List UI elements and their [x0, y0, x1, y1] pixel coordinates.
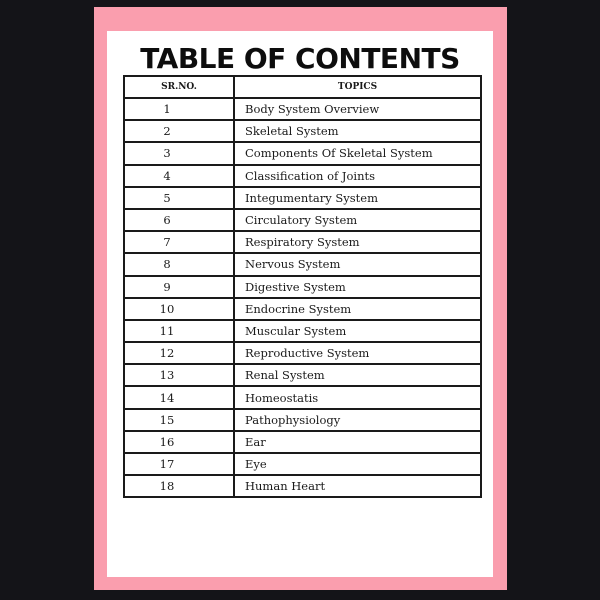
row-topic: Digestive System [234, 276, 481, 298]
row-number: 4 [124, 165, 234, 187]
table-row [124, 253, 481, 275]
row-number: 18 [124, 475, 234, 497]
table-row [124, 187, 481, 209]
row-number: 16 [124, 431, 234, 453]
row-topic: Homeostatis [234, 386, 481, 408]
row-number: 15 [124, 409, 234, 431]
table-row [124, 475, 481, 497]
row-topic: Circulatory System [234, 209, 481, 231]
table-row [124, 209, 481, 231]
row-number: 13 [124, 364, 234, 386]
row-topic: Eye [234, 453, 481, 475]
page-frame [94, 7, 507, 590]
row-number: 1 [124, 98, 234, 120]
table-row [124, 386, 481, 408]
table-row [124, 298, 481, 320]
table-row [124, 120, 481, 142]
row-number: 17 [124, 453, 234, 475]
row-number: 9 [124, 276, 234, 298]
row-number: 8 [124, 253, 234, 275]
table-row [124, 342, 481, 364]
row-topic: Nervous System [234, 253, 481, 275]
row-topic: Reproductive System [234, 342, 481, 364]
row-topic: Ear [234, 431, 481, 453]
row-topic: Endocrine System [234, 298, 481, 320]
row-number: 7 [124, 231, 234, 253]
row-topic: Integumentary System [234, 187, 481, 209]
row-topic: Human Heart [234, 475, 481, 497]
row-topic: Components Of Skeletal System [234, 142, 481, 164]
row-number: 2 [124, 120, 234, 142]
table-row [124, 165, 481, 187]
row-topic: Skeletal System [234, 120, 481, 142]
page-title: TABLE OF CONTENTS [140, 42, 460, 75]
table-row [124, 231, 481, 253]
row-number: 11 [124, 320, 234, 342]
row-number: 12 [124, 342, 234, 364]
row-number: 6 [124, 209, 234, 231]
table-row [124, 431, 481, 453]
table-body [124, 98, 481, 497]
row-topic: Respiratory System [234, 231, 481, 253]
table-header-row [124, 76, 481, 98]
document-sheet [107, 31, 493, 577]
column-header-topic: TOPICS [234, 76, 481, 98]
column-header-number: SR.NO. [124, 76, 234, 98]
table-row [124, 364, 481, 386]
row-number: 10 [124, 298, 234, 320]
table-row [124, 409, 481, 431]
row-topic: Renal System [234, 364, 481, 386]
row-topic: Classification of Joints [234, 165, 481, 187]
table-row [124, 98, 481, 120]
row-number: 14 [124, 386, 234, 408]
row-topic: Muscular System [234, 320, 481, 342]
row-topic: Pathophysiology [234, 409, 481, 431]
table-row [124, 320, 481, 342]
table-row [124, 453, 481, 475]
row-number: 3 [124, 142, 234, 164]
table-row [124, 276, 481, 298]
row-topic: Body System Overview [234, 98, 481, 120]
contents-table [123, 75, 482, 498]
row-number: 5 [124, 187, 234, 209]
table-row [124, 142, 481, 164]
